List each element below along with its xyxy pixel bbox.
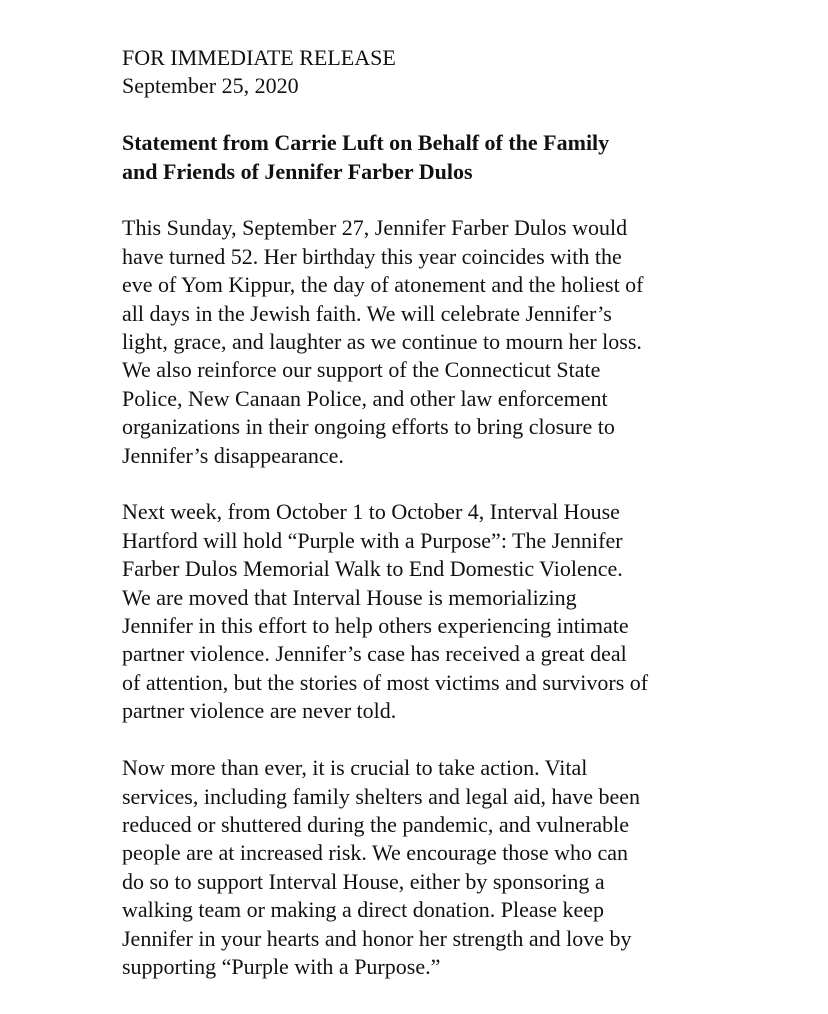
paragraph-line: Farber Dulos Memorial Walk to End Domestic Violence. bbox=[122, 556, 623, 582]
spacer bbox=[122, 726, 722, 754]
paragraph-line: We also reinforce our support of the Connecticut State bbox=[122, 357, 601, 383]
paragraph-line: Now more than ever, it is crucial to take action. Vital bbox=[122, 755, 588, 781]
paragraph-line: Jennifer’s disappearance. bbox=[122, 442, 344, 468]
paragraph-line: all days in the Jewish faith. We will celebrate Jennifer’s bbox=[122, 300, 612, 326]
title-line: and Friends of Jennifer Farber Dulos bbox=[122, 158, 473, 184]
paragraph-line: reduced or shuttered during the pandemic, and vulnerable bbox=[122, 811, 630, 837]
paragraph-line: partner violence. Jennifer’s case has received a great deal bbox=[122, 641, 627, 667]
paragraph-line: Police, New Canaan Police, and other law enforcement bbox=[122, 385, 608, 411]
paragraph-line: people are at increased risk. We encourage those who can bbox=[122, 840, 629, 866]
paragraph-birthday bbox=[122, 214, 722, 470]
paragraph-line: organizations in their ongoing efforts to bring closure to bbox=[122, 414, 615, 440]
title-line: Statement from Carrie Luft on Behalf of the Family bbox=[122, 130, 610, 156]
paragraph-memorial-walk bbox=[122, 498, 722, 725]
release-date: September 25, 2020 bbox=[122, 73, 299, 99]
paragraph-line: This Sunday, September 27, Jennifer Farber Dulos would bbox=[122, 215, 628, 241]
paragraph-line: partner violence are never told. bbox=[122, 698, 397, 724]
spacer bbox=[122, 186, 722, 214]
paragraph-line: do so to support Interval House, either by sponsoring a bbox=[122, 868, 605, 894]
release-label: FOR IMMEDIATE RELEASE bbox=[122, 45, 396, 70]
release-header bbox=[122, 44, 722, 101]
paragraph-line: We are moved that Interval House is memorializing bbox=[122, 584, 577, 610]
spacer bbox=[122, 101, 722, 129]
paragraph-line: Jennifer in your hearts and honor her strength and love by bbox=[122, 925, 632, 951]
press-release-document bbox=[122, 44, 722, 981]
paragraph-line: Hartford will hold “Purple with a Purpose”: The Jennifer bbox=[122, 527, 623, 553]
paragraph-line: have turned 52. Her birthday this year coincides with the bbox=[122, 243, 622, 269]
paragraph-line: Jennifer in this effort to help others experiencing intimate bbox=[122, 613, 629, 639]
paragraph-line: services, including family shelters and legal aid, have been bbox=[122, 783, 641, 809]
statement-title bbox=[122, 129, 722, 186]
paragraph-line: light, grace, and laughter as we continue to mourn her loss. bbox=[122, 329, 642, 355]
paragraph-line: eve of Yom Kippur, the day of atonement and the holiest of bbox=[122, 272, 644, 298]
paragraph-line: Next week, from October 1 to October 4, Interval House bbox=[122, 499, 620, 525]
paragraph-call-to-action bbox=[122, 754, 722, 981]
paragraph-line: supporting “Purple with a Purpose.” bbox=[122, 953, 441, 979]
paragraph-line: of attention, but the stories of most victims and survivors of bbox=[122, 669, 649, 695]
paragraph-line: walking team or making a direct donation. Please keep bbox=[122, 897, 605, 923]
spacer bbox=[122, 470, 722, 498]
